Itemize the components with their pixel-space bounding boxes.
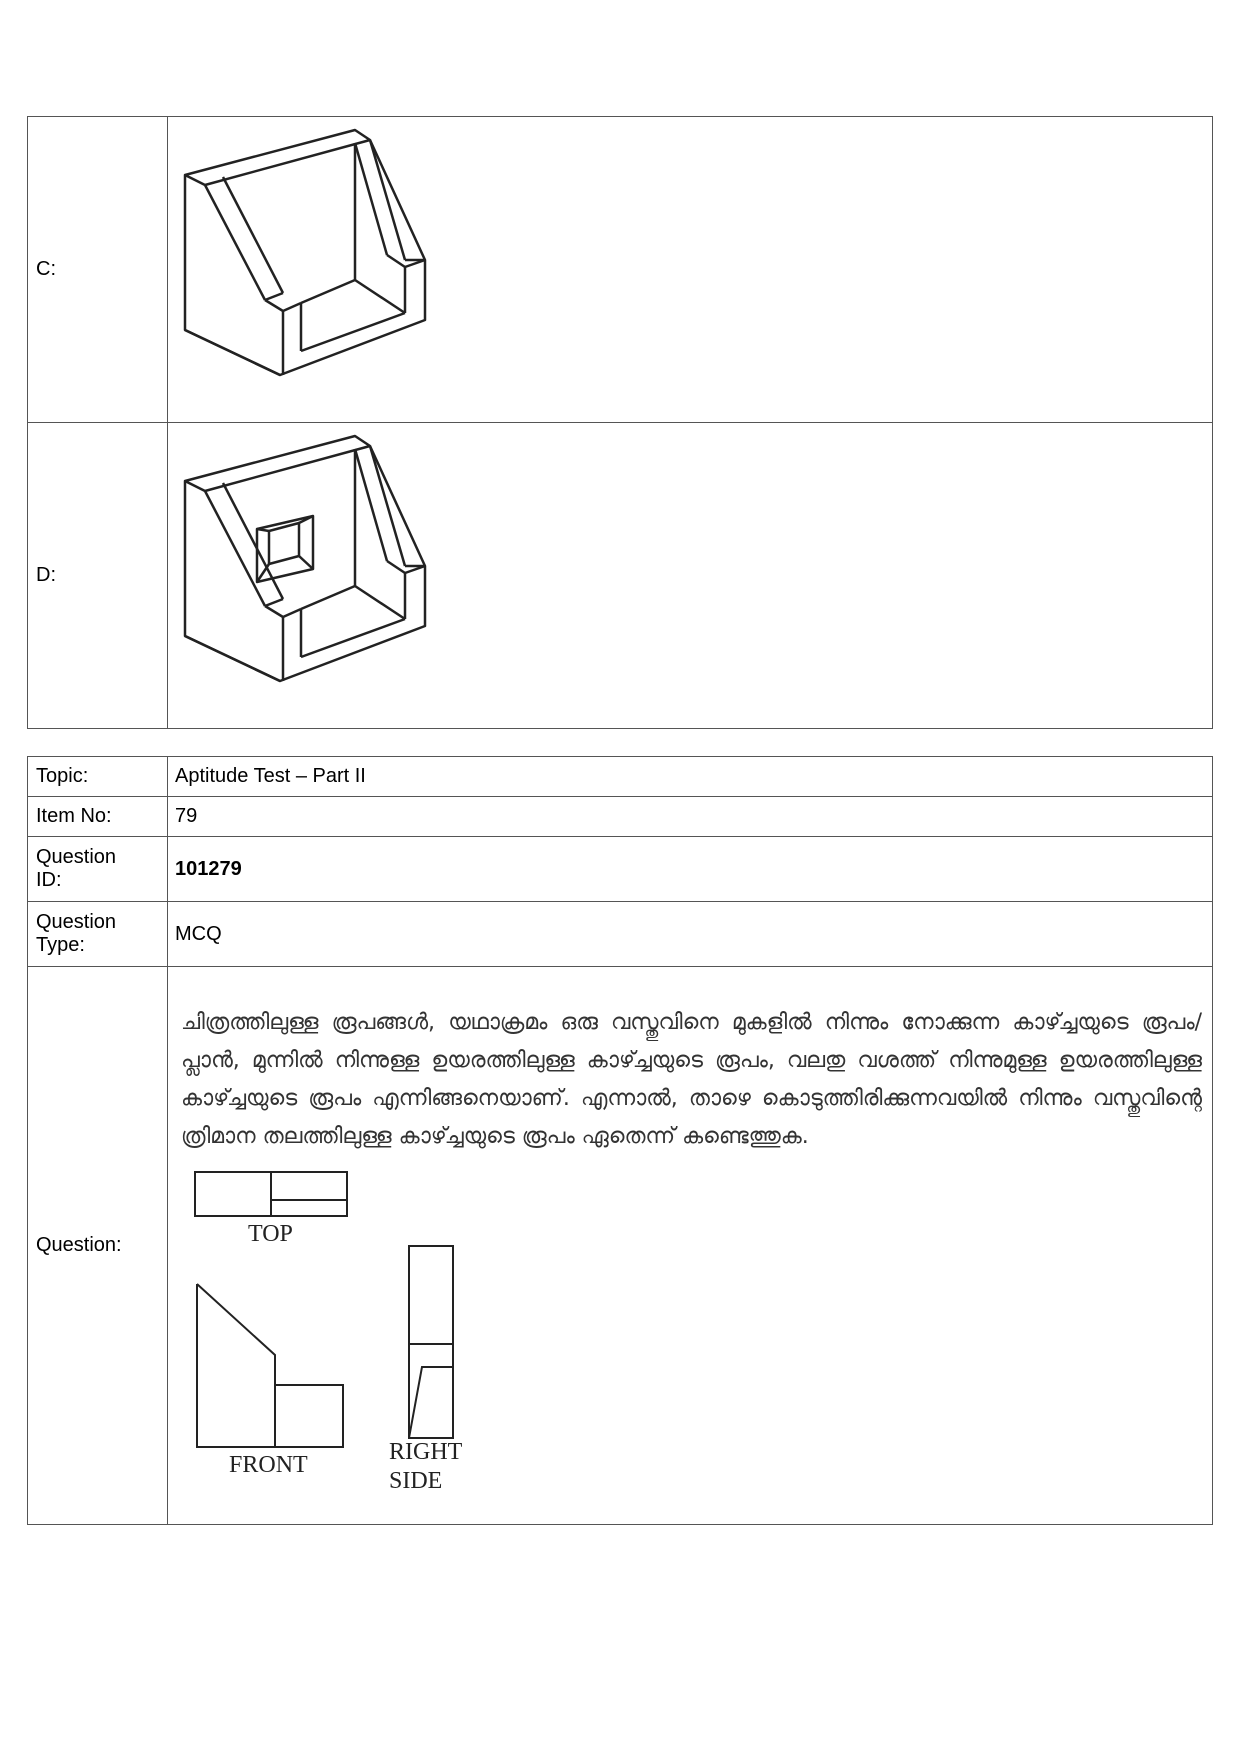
front-view-label: FRONT — [229, 1451, 308, 1478]
question-type-label-line1: Question — [36, 911, 117, 933]
option-row-d — [28, 423, 1213, 729]
topic-row — [28, 757, 1213, 797]
item-no-value: 79 — [168, 797, 1213, 837]
option-d-figure — [175, 431, 445, 721]
front-view — [197, 1284, 343, 1447]
topic-label: Topic: — [28, 757, 168, 797]
question-id-value: 101279 — [168, 837, 1213, 902]
right-side-label-line2: SIDE — [389, 1467, 443, 1494]
option-figure-cell — [168, 423, 1213, 729]
item-no-row — [28, 797, 1213, 837]
question-text: ചിത്രത്തിലുള്ള രൂപങ്ങൾ, യഥാക്രമം ഒരു വസ്തുവിനെ മുകളിൽ നിന്നും നോക്കുന്ന കാഴ്ച്ചയുടെ രൂപം/പ്ലാൻ, മുന്നിൽ നിന്നുള്ള ഉയരത്തിലുള്ള കാഴ്ച്ചയുടെ രൂപം, വലതു വശത്ത് നിന്നുമുള്ള ഉയരത്തിലുള്ള കാഴ്ച്ചയുടെ രൂപം എന്നിങ്ങനെയാണ്. എന്നാൽ, താഴെ കൊടുത്തിരിക്കുന്നവയിൽ നിന്നും വസ്തുവിന്റെ ത്രിമാന തലത്തിലുള്ള കാഴ്ച്ചയുടെ രൂപം ഏതെന്ന് കണ്ടെത്തുക. — [181, 1009, 1203, 1149]
question-type-label — [28, 902, 168, 967]
option-label: C: — [28, 117, 168, 423]
top-view-label: TOP — [248, 1220, 293, 1247]
question-id-label — [28, 837, 168, 902]
right-side-view — [409, 1246, 453, 1438]
question-label: Question: — [28, 967, 168, 1525]
question-id-label-line1: Question — [36, 846, 117, 868]
orthographic-views-figure — [175, 1156, 495, 1496]
question-content — [168, 967, 1213, 1525]
question-meta-table — [27, 756, 1213, 1525]
question-row — [28, 967, 1213, 1525]
option-row-c — [28, 117, 1213, 423]
question-type-label-line2: Type: — [36, 934, 85, 956]
item-no-label: Item No: — [28, 797, 168, 837]
options-table — [27, 116, 1213, 729]
option-label: D: — [28, 423, 168, 729]
question-id-label-line2: ID: — [36, 869, 62, 891]
option-figure-cell — [168, 117, 1213, 423]
question-type-row — [28, 902, 1213, 967]
right-side-label-line1: RIGHT — [389, 1438, 463, 1465]
question-id-row — [28, 837, 1213, 902]
option-c-figure — [175, 125, 445, 415]
topic-value: Aptitude Test – Part II — [168, 757, 1213, 797]
question-type-value: MCQ — [168, 902, 1213, 967]
top-view — [195, 1172, 347, 1216]
